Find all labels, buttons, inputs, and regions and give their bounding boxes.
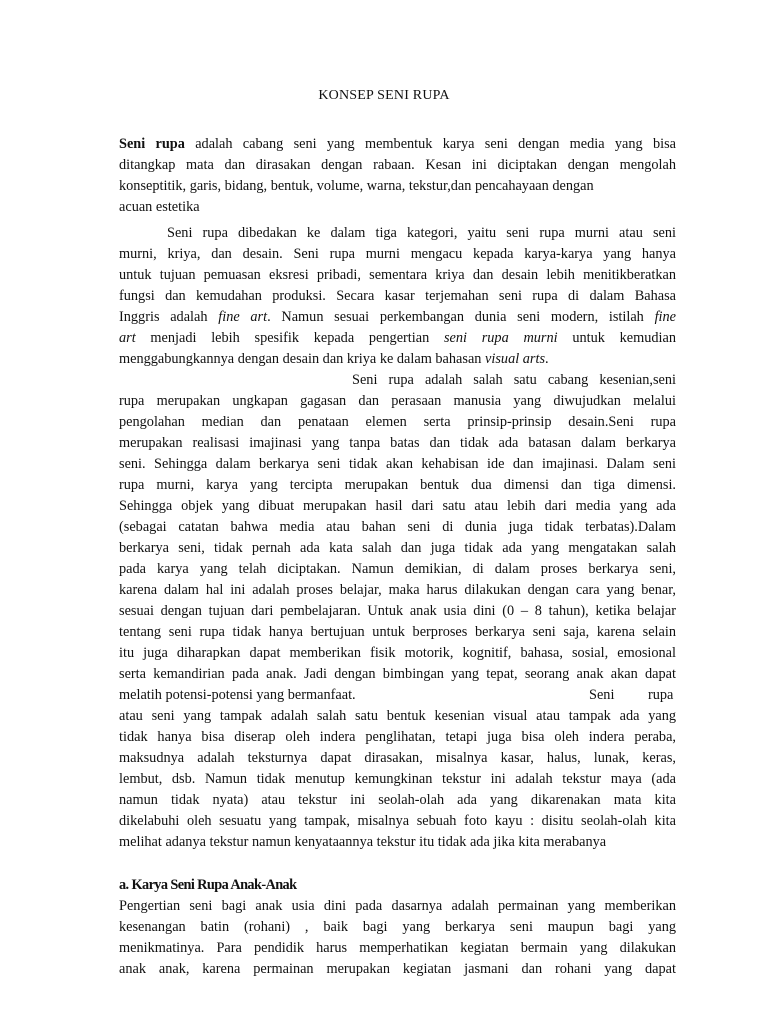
italic-term: art — [119, 330, 136, 346]
paragraph-3-line-13: tentang seni rupa tidak hanya bertujuan untuk berproses berkarya seni saja, karena selain — [119, 624, 676, 640]
text-span: rupa — [648, 687, 674, 703]
text-span: menjadi lebih spesifik kepada pengertian — [150, 330, 430, 346]
paragraph-3-line-1: Seni rupa adalah salah satu cabang kesenian,seni — [352, 372, 676, 388]
paragraph-3-line-5: seni. Sehingga dalam berkarya seni tidak akan kehabisan ide dan imajinasi. Dalam seni — [119, 456, 676, 472]
paragraph-4-line-4: lembut, dsb. Namun tidak menutup kemungkinan tekstur ini adalah tekstur maya (ada — [119, 771, 676, 787]
text-span: menggabungkannya dengan desain dan kriya ke dalam bahasan — [119, 351, 482, 367]
paragraph-2-line-4: fungsi dan kemudahan produksi. Secara kasar terjemahan seni rupa di dalam Bahasa — [119, 288, 676, 304]
paragraph-4-line-1: atau seni yang tampak adalah salah satu bentuk kesenian visual atau tampak ada yang — [119, 708, 676, 724]
section-a-line-2: kesenangan batin (rohani) , baik bagi yang berkarya seni maupun bagi yang — [119, 919, 676, 935]
paragraph-3-line-2: rupa merupakan ungkapan gagasan dan perasaan manusia yang diwujudkan melalui — [119, 393, 676, 409]
italic-term: fine art — [218, 309, 268, 325]
paragraph-3-line-12: sesuai dengan tujuan dari pembelajaran. Untuk anak usia dini (0 – 8 tahun), ketika belajar — [119, 603, 676, 619]
paragraph-1-line-3: konseptitik, garis, bidang, bentuk, volume, warna, tekstur,dan pencahayaan dengan — [119, 178, 594, 194]
page-title: KONSEP SENI RUPA — [318, 88, 450, 103]
paragraph-4-line-7: melihat adanya tekstur namun kenyataannya tekstur itu tidak ada jika kita merabanya — [119, 834, 607, 850]
paragraph-1-line-2: ditangkap mata dan dirasakan dengan rabaan. Kesan ini diciptakan dengan mengolah — [119, 157, 676, 173]
paragraph-3-line-11: karena dalam hal ini adalah proses belajar, maka harus dilakukan dengan cara yang benar, — [119, 582, 676, 598]
paragraph-3-line-9: berkarya seni, tidak pernah ada kata salah dan juga tidak ada yang mengatakan salah — [119, 540, 676, 556]
text-span: untuk kemudian — [572, 330, 677, 346]
paragraph-3-line-6: rupa murni, karya yang tercipta merupakan bentuk dua dimensi dan tiga dimensi. — [119, 477, 676, 493]
paragraph-3-line-16 — [119, 686, 676, 706]
paragraph-2-line-6 — [119, 329, 676, 349]
paragraph-4-line-3: maksudnya adalah teksturnya dapat dirasakan, misalnya kasar, halus, lunak, keras, — [119, 750, 676, 766]
section-a-line-1: Pengertian seni bagi anak usia dini pada dasarnya adalah permainan yang memberikan — [119, 898, 676, 914]
text-span: melatih potensi-potensi yang bermanfaat. — [119, 687, 356, 703]
paragraph-2-line-5 — [119, 308, 676, 328]
italic-term: visual arts — [485, 351, 546, 367]
paragraph-4-line-2: tidak hanya bisa diserap oleh indera penglihatan, tetapi juga bisa oleh indera peraba, — [119, 729, 676, 745]
paragraph-3-line-4: merupakan realisasi imajinasi yang tanpa batas dan tidak ada batasan dalam berkarya — [119, 435, 676, 451]
paragraph-1-line-1 — [119, 135, 676, 155]
paragraph-3-line-8: (sebagai catatan bahwa media atau bahan seni di dunia juga tidak terbatas).Dalam — [119, 519, 676, 535]
term-seni-rupa: Seni rupa — [119, 136, 185, 152]
paragraph-1-line-4: acuan estetika — [119, 199, 200, 215]
section-heading: a. Karya Seni Rupa Anak-Anak — [119, 877, 297, 893]
paragraph-3-line-3: pengolahan median dan penataan elemen serta prinsip-prinsip desain.Seni rupa — [119, 414, 676, 430]
paragraph-3-line-15: serta kemandirian pada anak. Jadi dengan bimbingan yang tepat, seorang anak akan dapat — [119, 666, 676, 682]
italic-term: fine — [654, 309, 677, 325]
text-span: adalah cabang seni yang membentuk karya seni dengan media yang bisa — [195, 136, 676, 152]
paragraph-2-line-1: Seni rupa dibedakan ke dalam tiga kategori, yaitu seni rupa murni atau seni — [167, 225, 676, 241]
paragraph-4-line-6: dikelabuhi oleh sesuatu yang tampak, misalnya sebuah foto kayu : disitu seolah-olah kita — [119, 813, 676, 829]
text-span: Seni — [589, 687, 615, 703]
paragraph-4-line-5: namun tidak nyata) atau tekstur ini seolah-olah ada yang dikarenakan mata kita — [119, 792, 676, 808]
text-span: Inggris adalah — [119, 309, 208, 325]
paragraph-3-line-14: itu juga diharapkan dapat memberikan fisik motorik, kognitif, bahasa, sosial, emosional — [119, 645, 676, 661]
paragraph-2-line-2: murni, kriya, dan desain. Seni rupa murni mengacu kepada karya-karya yang hanya — [119, 246, 676, 262]
paragraph-3-line-7: Sehingga objek yang dibuat merupakan hasil dari satu atau lebih dari media yang ada — [119, 498, 676, 514]
section-a-line-4: anak anak, karena permainan merupakan kegiatan jasmani dan rohani yang dapat — [119, 961, 676, 977]
section-a-line-3: menikmatinya. Para pendidik harus memperhatikan kegiatan bermain yang dilakukan — [119, 940, 676, 956]
italic-term: seni rupa murni — [443, 330, 558, 346]
paragraph-2-line-7 — [119, 350, 676, 370]
paragraph-2-line-3: untuk tujuan pemuasan eksresi pribadi, sementara kriya dan desain lebih menitikberatkan — [119, 267, 676, 283]
paragraph-3-line-10: pada karya yang telah diciptakan. Namun demikian, di dalam proses berkarya seni, — [119, 561, 676, 577]
text-span: . — [545, 351, 549, 367]
text-span: . Namun sesuai perkembangan dunia seni modern, istilah — [267, 309, 644, 325]
